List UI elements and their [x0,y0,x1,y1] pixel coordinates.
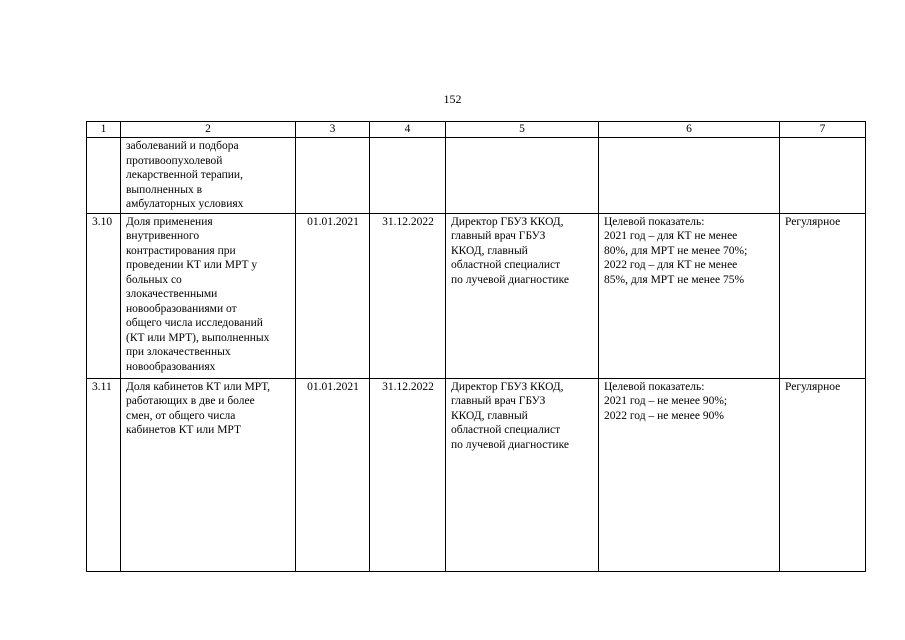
text-line: внутривенного [126,230,200,242]
text-line: общего числа исследований [126,317,263,329]
plan-table [86,121,866,572]
text-line: ККОД, главный [451,244,528,257]
text-line: противоопухолевой [126,154,223,167]
col-header-5: 5 [446,122,599,138]
text-line: больных со [126,273,182,286]
text-line: Доля кабинетов КТ или МРТ, [126,380,271,393]
col-header-3: 3 [296,122,370,138]
text-line: 2022 год – не менее 90% [604,409,724,422]
text-line: смен, от общего числа [126,409,236,422]
text-line: Директор ГБУЗ ККОД, [451,380,564,393]
text-line: 2021 год – не менее 90%; [604,395,728,407]
text-line: работающих в две и более [126,395,255,407]
start-date: 01.01.2021 [296,378,370,571]
measure-type [780,138,866,214]
measure-name [121,213,296,378]
text-line: 80%, для МРТ не менее 70%; [604,244,748,257]
col-header-2: 2 [121,122,296,138]
start-date: 01.01.2021 [296,213,370,378]
end-date: 31.12.2022 [370,378,446,571]
table-row [87,213,866,378]
text-line: ККОД, главный [451,409,528,422]
text-line: проведении КТ или МРТ у [126,259,258,271]
responsible [446,138,599,214]
text-line: областной специалист [451,424,561,436]
text-line: Целевой показатель: [604,215,705,228]
text-line: новообразованиях [126,360,216,373]
responsible [446,213,599,378]
table-row [87,138,866,214]
text-line: новообразованиями от [126,302,237,315]
row-number [87,138,121,214]
text-line: лекарственной терапии, [126,169,243,181]
indicator [599,378,780,571]
row-number: 3.10 [87,213,121,378]
text-line: областной специалист [451,259,561,271]
end-date [370,138,446,214]
indicator [599,138,780,214]
measure-name [121,378,296,571]
measure-name [121,138,296,214]
text-line: Доля применения [126,215,213,228]
text-line: по лучевой диагностике [451,273,569,286]
text-line: Директор ГБУЗ ККОД, [451,215,564,228]
text-line: амбулаторных условиях [126,198,244,210]
text-line: злокачественными [126,288,218,300]
col-header-6: 6 [599,122,780,138]
page-number: 152 [443,92,462,106]
measure-type: Регулярное [780,378,866,571]
text-line: контрастирования при [126,244,236,257]
start-date [296,138,370,214]
text-line: Целевой показатель: [604,380,705,393]
text-line: выполненных в [126,183,202,196]
text-line: 2022 год – для КТ не менее [604,259,738,271]
text-line: главный врач ГБУЗ [451,395,546,407]
text-line: по лучевой диагностике [451,438,569,451]
measure-type: Регулярное [780,213,866,378]
responsible [446,378,599,571]
table-row [87,378,866,571]
end-date: 31.12.2022 [370,213,446,378]
text-line: (КТ или МРТ), выполненных [126,331,270,344]
text-line: кабинетов КТ или МРТ [126,424,241,436]
col-header-4: 4 [370,122,446,138]
header-row [87,122,866,138]
text-line: при злокачественных [126,346,231,358]
col-header-1: 1 [87,122,121,138]
col-header-7: 7 [780,122,866,138]
row-number: 3.11 [87,378,121,571]
text-line: 2021 год – для КТ не менее [604,230,738,242]
text-line: заболеваний и подбора [126,140,239,152]
text-line: 85%, для МРТ не менее 75% [604,273,745,286]
indicator [599,213,780,378]
text-line: главный врач ГБУЗ [451,230,546,242]
